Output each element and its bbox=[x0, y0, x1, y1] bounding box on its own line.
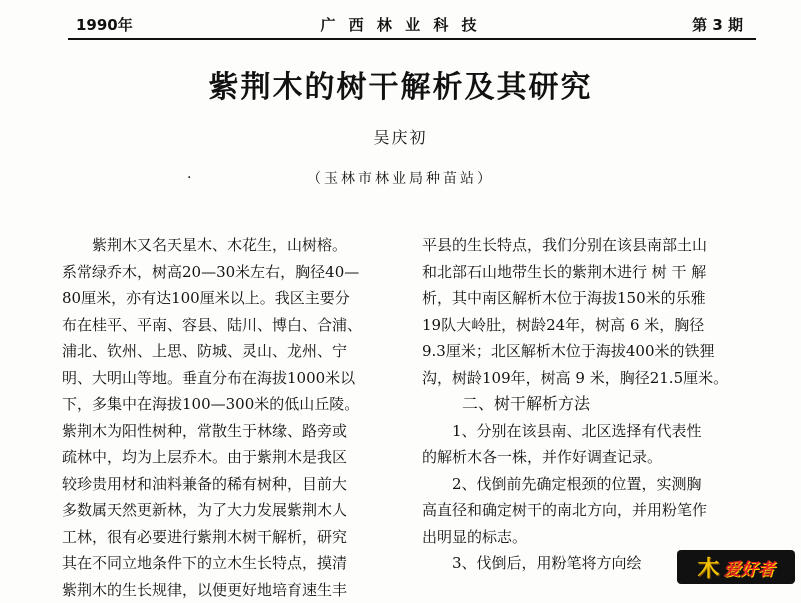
body-line: 紫荆木的生长规律，以便更好地培育速生丰 bbox=[62, 577, 398, 603]
body-line: 浦北、钦州、上思、防城、灵山、龙州、宁 bbox=[62, 338, 398, 365]
body-line: 工林，很有必要进行紫荆木树干解析，研究 bbox=[62, 524, 398, 551]
body-line: 紫荆木又名天星木、木花生，山树榕。 bbox=[62, 232, 398, 259]
site-watermark-logo bbox=[677, 550, 795, 584]
article-author: 吴庆初 bbox=[0, 125, 801, 148]
body-line: 19队大岭肚，树龄24年，树高 6 米，胸径 bbox=[422, 312, 752, 339]
body-line: 布在桂平、平南、容县、陆川、博白、合浦、 bbox=[62, 312, 398, 339]
left-column bbox=[62, 232, 398, 603]
body-line: 沟，树龄109年，树高 9 米，胸径21.5厘米。 bbox=[422, 365, 752, 392]
body-line: 多数属天然更新林，为了大力发展紫荆木人 bbox=[62, 497, 398, 524]
body-line: 明、大明山等地。垂直分布在海拔1000米以 bbox=[62, 365, 398, 392]
running-header bbox=[0, 0, 801, 40]
article-title: 紫荆木的树干解析及其研究 bbox=[0, 62, 801, 106]
body-line: 析，其中南区解析木位于海拔150米的乐雅 bbox=[422, 285, 752, 312]
body-line: 高直径和确定树干的南北方向，并用粉笔作 bbox=[422, 497, 752, 524]
body-line: 9.3厘米；北区解析木位于海拔400米的铁狸 bbox=[422, 338, 752, 365]
body-line: 1、分别在该县南、北区选择有代表性 bbox=[422, 418, 752, 445]
body-line: 出明显的标志。 bbox=[422, 524, 752, 551]
author-affiliation: （玉林市林业局种苗站） bbox=[0, 168, 801, 188]
logo-text: 爱好者 bbox=[724, 555, 775, 580]
body-line: 紫荆木为阳性树种，常散生于林缘、路旁或 bbox=[62, 418, 398, 445]
body-line: 疏林中，均为上层乔木。由于紫荆木是我区 bbox=[62, 444, 398, 471]
header-rule bbox=[68, 38, 756, 40]
header-year: 1990年 bbox=[76, 14, 133, 35]
section-heading: 二、树干解析方法 bbox=[422, 391, 752, 418]
body-line: 下，多集中在海拔100—300米的低山丘陵。 bbox=[62, 391, 398, 418]
body-line: 和北部石山地带生长的紫荆木进行 树 干 解 bbox=[422, 259, 752, 286]
body-line: 其在不同立地条件下的立木生长特点，摸清 bbox=[62, 550, 398, 577]
right-column bbox=[422, 232, 752, 577]
header-issue: 第 3 期 bbox=[692, 14, 743, 35]
body-line: 系常绿乔木，树高20—30米左右，胸径40— bbox=[62, 259, 398, 286]
body-line: 2、伐倒前先确定根颈的位置，实测胸 bbox=[422, 471, 752, 498]
body-line: 较珍贵用材和油料兼备的稀有树种，目前大 bbox=[62, 471, 398, 498]
header-journal-name: 广 西 林 业 科 技 bbox=[0, 14, 801, 35]
stray-dot: · bbox=[187, 170, 191, 186]
logo-mark: 木 bbox=[697, 552, 719, 583]
body-line: 3、伐倒后，用粉笔将方向绘 bbox=[422, 550, 752, 577]
body-line: 平县的生长特点，我们分别在该县南部土山 bbox=[422, 232, 752, 259]
body-line: 的解析木各一株，并作好调查记录。 bbox=[422, 444, 752, 471]
body-line: 80厘米，亦有达100厘米以上。我区主要分 bbox=[62, 285, 398, 312]
